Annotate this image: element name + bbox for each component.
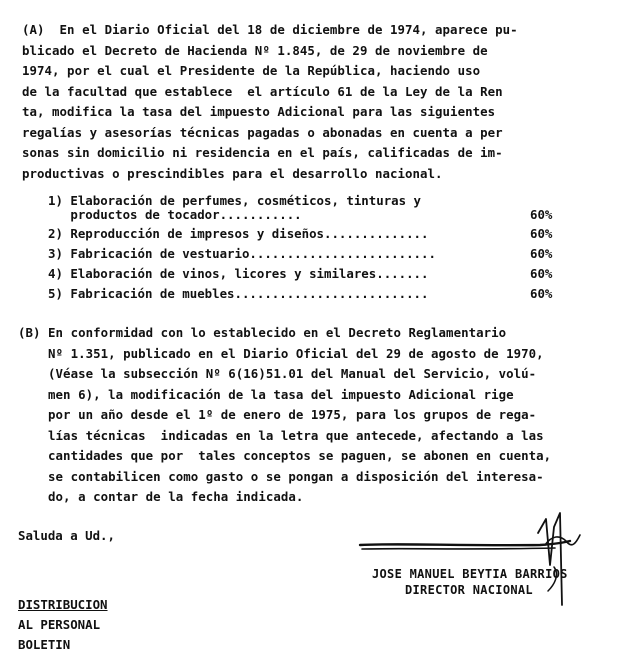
paragraph-a-line: blicado el Decreto de Hacienda Nº 1.845, de 29 de noviembre de <box>22 42 488 58</box>
rate-item-list <box>48 194 568 304</box>
handwritten-signature <box>340 505 620 615</box>
rate-item-text: 1) Elaboración de perfumes, cosméticos, tinturas y productos de tocador........... <box>48 193 421 222</box>
paragraph-a-line: ta, modifica la tasa del impuesto Adicional para las siguientes <box>22 104 496 119</box>
paragraph-b-line: lías técnicas indicadas en la letra que antecede, afectando a las <box>18 427 544 443</box>
distribution-line: BOLETIN <box>18 637 71 652</box>
paragraph-b-line: (Véase la subsección Nº 6(16)51.01 del Manual del Servicio, volú- <box>18 366 537 381</box>
rate-item-percent: 60% <box>530 286 553 301</box>
paragraph-b-line: men 6), la modificación de la tasa del impuesto Adicional rige <box>18 386 514 402</box>
paragraph-a-line: regalías y asesorías técnicas pagadas o abonadas en cuenta a per <box>22 124 503 140</box>
rate-item-text: 4) Elaboración de vinos, licores y similares....... <box>48 266 429 281</box>
paragraph-a-line: sonas sin domicilio ni residencia en el país, calificadas de im- <box>22 145 503 160</box>
closing-salutation: Saluda a Ud., <box>18 528 115 543</box>
paragraph-b-line: Nº 1.351, publicado en el Diario Oficial del 29 de agosto de 1970, <box>18 345 544 361</box>
paragraph-a-line: de la facultad que establece el artículo 61 de la Ley de la Ren <box>22 83 503 99</box>
rate-item-percent: 60% <box>530 266 553 281</box>
rate-item-percent: 60% <box>530 207 553 222</box>
rate-item-text: 3) Fabricación de vestuario......................... <box>48 246 436 261</box>
rate-item <box>48 224 568 244</box>
rate-item-text: 2) Reproducción de impresos y diseños.............. <box>48 226 429 241</box>
paragraph-b <box>18 323 551 508</box>
paragraph-b-line: (B) En conformidad con lo establecido en el Decreto Reglamentario <box>18 325 507 340</box>
rate-item-text: 5) Fabricación de muebles.......................... <box>48 286 429 301</box>
signatory-name: JOSE MANUEL BEYTIA BARRIOS <box>372 567 568 581</box>
rate-item-percent: 60% <box>530 246 553 261</box>
rate-item <box>48 284 568 304</box>
signatory-title: DIRECTOR NACIONAL <box>405 583 533 597</box>
rate-item-percent: 60% <box>530 226 553 241</box>
paragraph-a-line: 1974, por el cual el Presidente de la República, haciendo uso <box>22 63 481 78</box>
distribution-block <box>18 595 108 655</box>
paragraph-b-line: se contabilicen como gasto o se pongan a disposición del interesa- <box>18 468 544 484</box>
rate-item <box>48 264 568 284</box>
distribution-heading: DISTRIBUCION <box>18 597 108 612</box>
paragraph-a-line: (A) En el Diario Oficial del 18 de diciembre de 1974, aparece pu- <box>22 22 518 37</box>
paragraph-a <box>22 20 518 184</box>
paragraph-b-line: do, a contar de la fecha indicada. <box>18 489 304 504</box>
distribution-line: AL PERSONAL <box>18 617 101 632</box>
paragraph-a-line: productivas o prescindibles para el desarrollo nacional. <box>22 165 443 181</box>
paragraph-b-line: por un año desde el 1º de enero de 1975, para los grupos de rega- <box>18 407 537 422</box>
rate-item <box>48 194 568 224</box>
paragraph-b-line: cantidades que por tales conceptos se paguen, se abonen en cuenta, <box>18 448 552 463</box>
rate-item <box>48 244 568 264</box>
